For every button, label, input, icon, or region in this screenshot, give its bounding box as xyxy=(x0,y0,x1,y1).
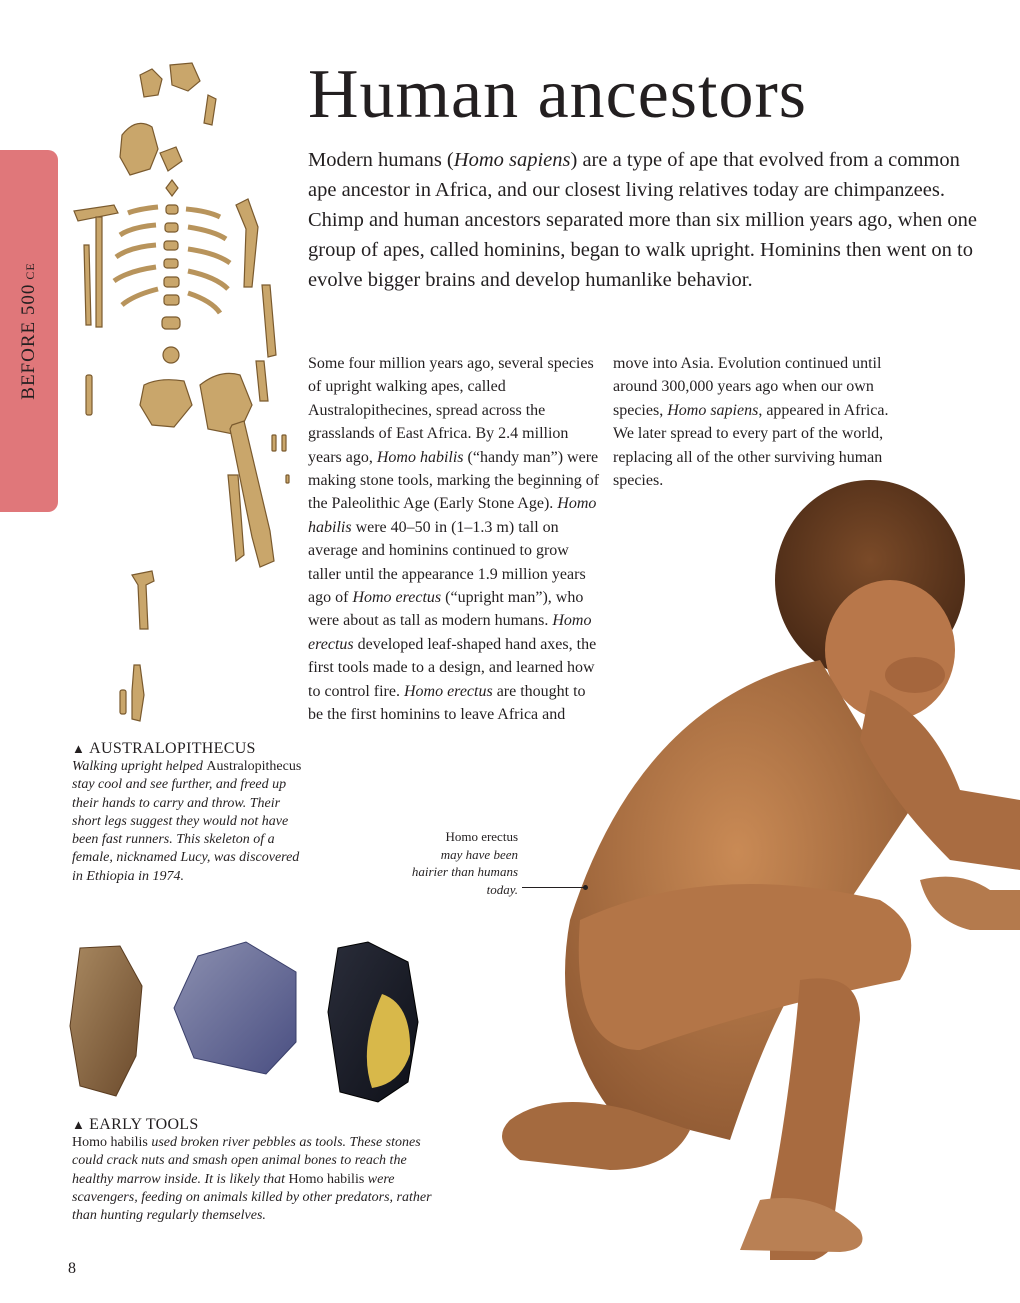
body-text: were 40–50 in (1–1.3 m) tall on average and hominins continued to grow taller until the appearance 1.9 million years ago of xyxy=(308,518,586,607)
caption-heading xyxy=(72,740,302,758)
body-text: , appeared in Africa. We later spread to every part of the world, replacing all of the other surviving human species. xyxy=(613,401,889,490)
caption-genus: Australopithecus xyxy=(206,759,302,774)
species-name: Homo erectus xyxy=(308,612,592,653)
caption-text-1: used broken river pebbles as tools. These stones could crack nuts and smash open animal bones to reach the healthy marrow inside. It is likely that xyxy=(72,1135,421,1187)
caption-text-2: stay cool and see further, and freed up their hands to carry and throw. Their short legs suggest they would not have been fast runners. This skeleton of a female, nicknamed Lucy, was discovered in Ethiopia in 1974. xyxy=(72,777,300,884)
stone-tools-image xyxy=(66,938,436,1110)
caption-text-1: Walking upright helped xyxy=(72,759,207,774)
triangle-up-icon: ▲ xyxy=(72,1117,86,1132)
species-name: Homo erectus xyxy=(403,682,493,700)
early-tools-caption xyxy=(72,1116,432,1225)
species-name: Homo habilis xyxy=(308,495,597,536)
body-text: are thought to be the first hominins to leave Africa and xyxy=(308,682,586,724)
body-text: (“upright man”), who were about as tall as modern humans. xyxy=(308,589,584,630)
page-number: 8 xyxy=(68,1260,76,1277)
caption-heading-text: EARLY TOOLS xyxy=(89,1116,199,1133)
body-text: Some four million years ago, several species of upright walking apes, called Australopithecines, spread across the grasslands of East Africa. By 2.4 million years ago, xyxy=(308,355,594,466)
caption-species: Homo habilis xyxy=(288,1171,365,1187)
section-tab xyxy=(0,150,58,512)
section-tab-label xyxy=(18,262,40,399)
body-text: move into Asia. Evolution continued until around 300,000 years ago when our own species, xyxy=(613,355,882,419)
intro-paragraph xyxy=(308,145,978,295)
caption-heading xyxy=(72,1116,432,1134)
callout-species: Homo erectus xyxy=(445,829,518,844)
callout-leader-line xyxy=(522,887,586,888)
species-name: Homo sapiens xyxy=(667,401,759,419)
caption-text xyxy=(72,758,302,886)
section-tab-text: BEFORE 500 xyxy=(18,283,39,400)
species-name: Homo habilis xyxy=(376,448,464,466)
triangle-up-icon: ▲ xyxy=(72,741,86,756)
homo-erectus-image xyxy=(490,460,1020,1260)
intro-text-1: Modern humans ( xyxy=(308,149,454,171)
caption-heading-text: AUSTRALOPITHECUS xyxy=(89,740,256,757)
callout-text: may have been hairier than humans today. xyxy=(411,846,518,897)
species-name: Homo erectus xyxy=(352,589,442,607)
intro-text-2: ) are a type of ape that evolved from a common ape ancestor in Africa, and our closest living relatives today are chimpanzees. Chimp and human ancestors separated more than six million years ago, when one group of apes, called hominins, began to walk upright. Hominins then went on to evolve bigger brains and develop humanlike behavior. xyxy=(308,149,977,291)
caption-text-2: were scavengers, feeding on animals killed by other predators, rather than hunting regularly themselves. xyxy=(72,1171,432,1224)
intro-species: Homo sapiens xyxy=(453,149,571,171)
caption-text xyxy=(72,1134,432,1225)
section-tab-era: CE xyxy=(23,262,37,280)
australopithecus-caption xyxy=(72,740,302,886)
callout-leader-dot xyxy=(583,885,588,890)
figure-callout xyxy=(410,828,518,898)
lucy-skeleton-image xyxy=(60,55,305,735)
caption-species: Homo habilis xyxy=(72,1135,148,1150)
body-text: developed leaf-shaped hand axes, the first tools made to a design, and learned how to control fire. xyxy=(308,635,597,700)
page-title: Human ancestors xyxy=(308,56,808,133)
body-text: (“handy man”) were making stone tools, marking the beginning of the Paleolithic Age (Early Stone Age). xyxy=(308,448,600,513)
